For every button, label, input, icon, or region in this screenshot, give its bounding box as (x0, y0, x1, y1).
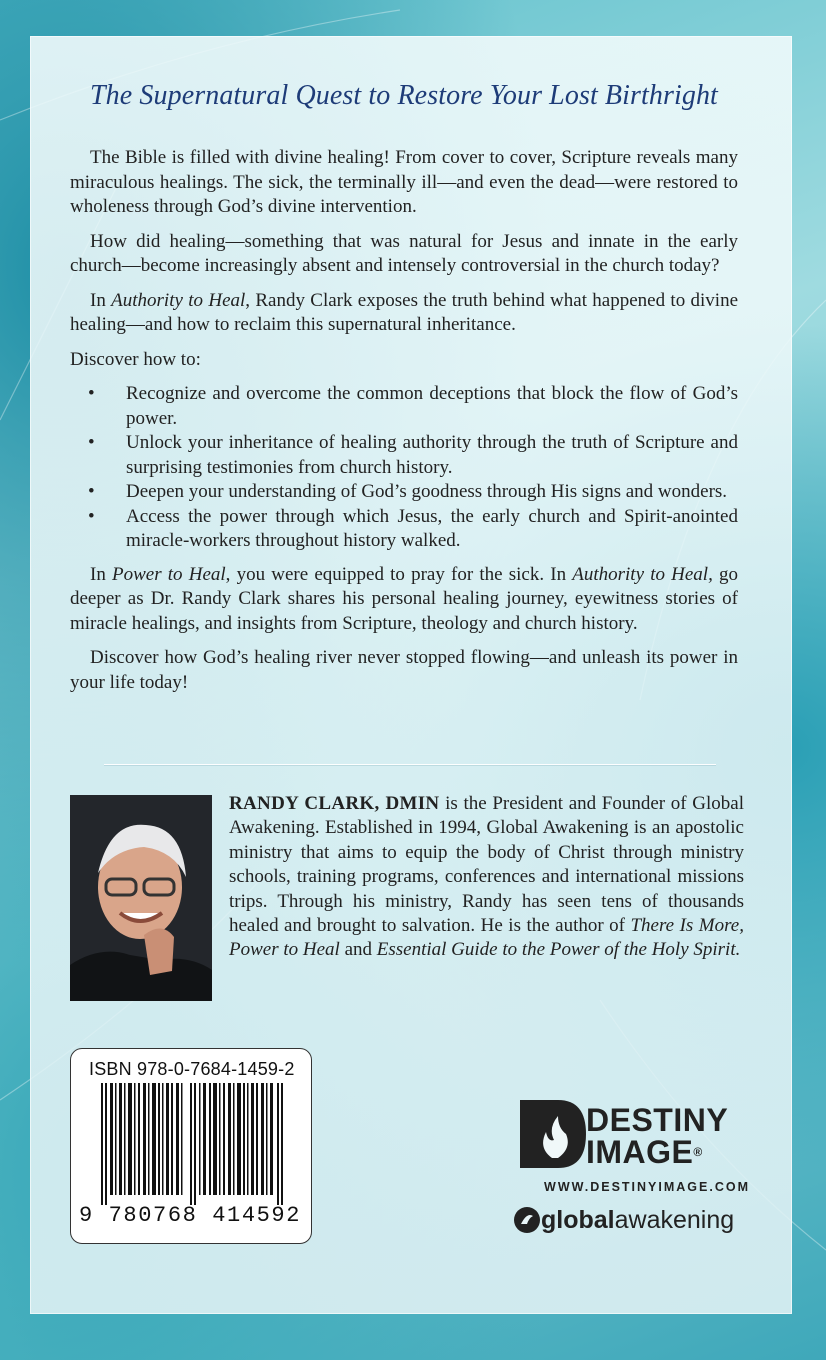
author-name: RANDY CLARK, DMIN (229, 793, 440, 814)
description (70, 146, 738, 705)
bullet-list (70, 382, 738, 554)
paragraph-5: In Power to Heal, you were equipped to pray for the sick. In Authority to Heal, go deeper as Dr. Randy Clark shares his personal healing journey, eyewitness stories of miracle healings, and insights from Scripture, theology and church history. (70, 563, 738, 634)
list-item: • Recognize and overcome the common deceptions that block the flow of God’s power. (88, 383, 738, 429)
list-item: • Unlock your inheritance of healing authority through the truth of Scripture and surprising testimonies from church history. (88, 432, 738, 478)
isbn-label: ISBN 978-0-7684-1459-2 (89, 1059, 295, 1079)
barcode-digits: 9 780768 414592 (79, 1203, 302, 1228)
list-item: • Access the power through which Jesus, the early church and Spirit-anointed miracle-workers throughout history walked. (88, 505, 738, 551)
paragraph-2: How did healing—something that was natural for Jesus and innate in the early church—become increasingly absent and intensely controversial in the church today? (70, 230, 738, 276)
author-bio: RANDY CLARK, DMIN is the President and Founder of Global Awakening. Established in 1994, Global Awakening is an apostolic ministry that aims to equip the body of Christ through ministry schools, training programs, conferences and international missions trips. Through his ministry, Randy has seen tens of thousands healed and brought to salvation. He is the author of There Is More, Power to Heal and Essential Guide to the Power of the Holy Spirit. (229, 793, 744, 961)
list-item: • Deepen your understanding of God’s goodness through His signs and wonders. (88, 481, 728, 502)
global-awakening-logo: globalawakening (513, 1206, 734, 1242)
barcode (70, 1048, 312, 1244)
book-title: Authority to Heal (111, 289, 246, 311)
divider (104, 764, 716, 765)
tagline: The Supernatural Quest to Restore Your Lost Birthright (90, 80, 718, 111)
publisher-url: WWW.DESTINYIMAGE.COM (544, 1180, 750, 1194)
author-photo (70, 795, 212, 1001)
publisher-name: DESTINY IMAGE® (586, 1102, 729, 1170)
paragraph-3: In Authority to Heal, Randy Clark exposes the truth behind what happened to divine healing—and how to reclaim this supernatural inheritance. (70, 289, 738, 335)
paragraph-6: Discover how God’s healing river never stopped flowing—and unleash its power in your life today! (70, 647, 738, 693)
global-awakening-icon (513, 1206, 541, 1234)
paragraph-1: The Bible is filled with divine healing! From cover to cover, Scripture reveals many miraculous healings. The sick, the terminally ill—and even the dead—were restored to wholeness through God’s divine intervention. (70, 147, 738, 217)
discover-heading: Discover how to: (70, 348, 201, 370)
barcode-bars (101, 1083, 287, 1205)
